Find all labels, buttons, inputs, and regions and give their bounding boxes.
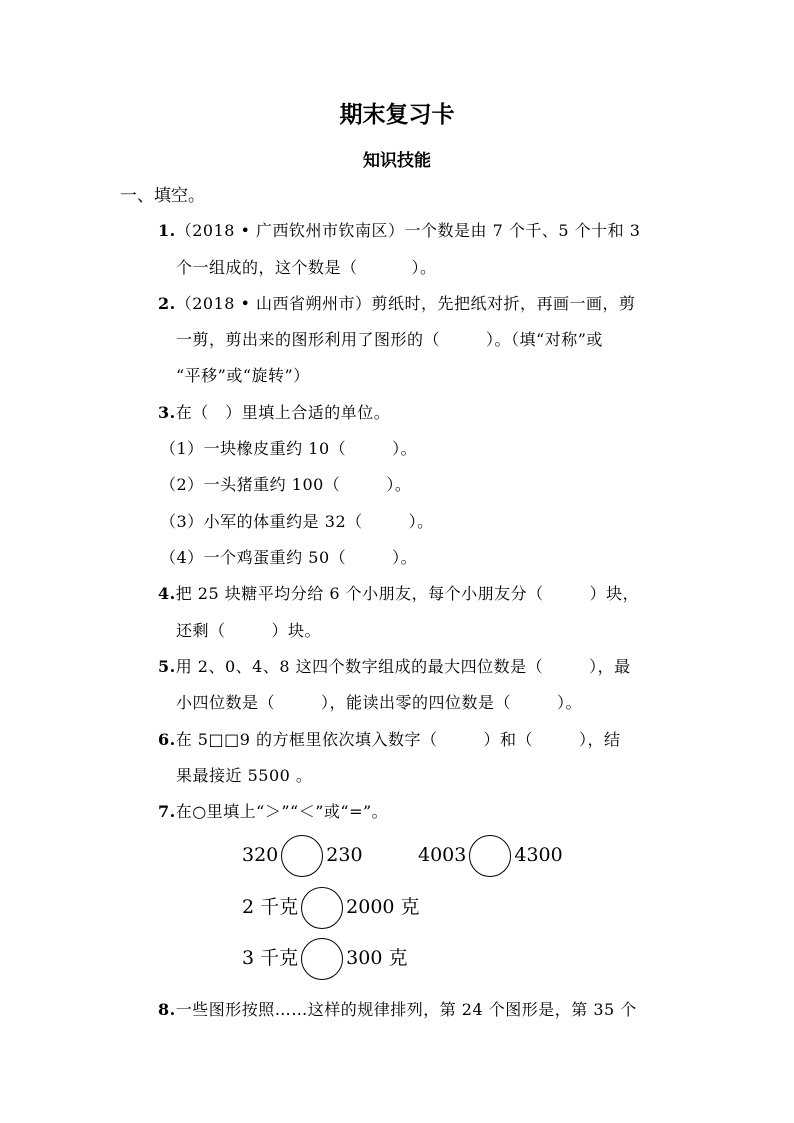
sub-question-text: ）。 bbox=[392, 439, 418, 458]
compare-right: 300 克 bbox=[346, 947, 408, 969]
sub-question-text: （1）一块橡皮重约 10（ bbox=[160, 439, 347, 458]
question-1-line-2 bbox=[176, 255, 437, 278]
question-text: ），最 bbox=[589, 657, 631, 676]
compare-row-3 bbox=[242, 887, 420, 929]
compare-circle[interactable] bbox=[281, 835, 323, 877]
question-text: （2018 • 广西钦州市钦南区）一个数是由 7 个千、5 个十和 3 bbox=[175, 221, 641, 240]
question-7 bbox=[158, 799, 388, 822]
question-3-sub-4 bbox=[160, 545, 417, 568]
sub-question-text: （3）小军的体重约是 32（ bbox=[160, 512, 363, 531]
sub-question-text: （4）一个鸡蛋重约 50（ bbox=[160, 548, 347, 567]
question-6 bbox=[158, 727, 621, 750]
compare-left: 4003 bbox=[418, 844, 467, 866]
question-4-line-2 bbox=[176, 618, 321, 641]
compare-row-1 bbox=[242, 835, 363, 877]
question-3-sub-1 bbox=[160, 436, 417, 459]
question-number: 1. bbox=[158, 221, 176, 240]
sub-question-text: ）。 bbox=[386, 475, 412, 494]
page-subtitle: 知识技能 bbox=[363, 151, 431, 171]
question-text: ）和（ bbox=[483, 730, 533, 749]
question-2-line-3: “平移”或“旋转”） bbox=[176, 366, 310, 385]
compare-left: 3 千克 bbox=[242, 947, 299, 969]
question-number: 3. bbox=[158, 403, 176, 422]
question-6-line-2: 果最接近 5500 。 bbox=[176, 766, 313, 785]
question-text: 小四位数是（ bbox=[176, 693, 276, 712]
sub-question-text: （2）一头猪重约 100（ bbox=[160, 475, 341, 494]
compare-left: 2 千克 bbox=[242, 896, 299, 918]
question-number: 8. bbox=[158, 1000, 176, 1019]
question-number: 7. bbox=[158, 802, 176, 821]
question-3-sub-2 bbox=[160, 472, 411, 495]
question-number: 2. bbox=[158, 294, 176, 313]
question-text: 把 25 块糖平均分给 6 个小朋友，每个小朋友分（ bbox=[175, 584, 544, 603]
question-number: 4. bbox=[158, 584, 176, 603]
question-2-line-2 bbox=[176, 327, 603, 350]
question-3-sub-3 bbox=[160, 509, 434, 532]
question-number: 6. bbox=[158, 730, 176, 749]
question-3 bbox=[158, 400, 390, 423]
section-heading: 一、填空。 bbox=[120, 186, 205, 206]
question-text: （2018 • 山西省朔州市）剪纸时，先把纸对折，再画一画，剪 bbox=[175, 294, 636, 313]
page-title: 期末复习卡 bbox=[339, 102, 455, 128]
question-text: 还剩（ bbox=[176, 621, 226, 640]
compare-circle[interactable] bbox=[301, 887, 343, 929]
compare-row-2 bbox=[418, 835, 563, 877]
compare-row-4 bbox=[242, 938, 407, 980]
question-text: 用 2、0、4、8 这四个数字组成的最大四位数是（ bbox=[175, 657, 544, 676]
question-text: 在 5□□9 的方框里依次填入数字（ bbox=[175, 730, 438, 749]
question-text: ）块， bbox=[589, 584, 640, 603]
question-text: ）。（填“对称”或 bbox=[486, 330, 603, 349]
compare-right: 2000 克 bbox=[346, 896, 420, 918]
question-text: ）块。 bbox=[271, 621, 322, 640]
question-8 bbox=[158, 997, 637, 1020]
question-4 bbox=[158, 581, 639, 604]
compare-right: 230 bbox=[326, 844, 363, 866]
question-text: ），能读出零的四位数是（ bbox=[321, 693, 512, 712]
sub-question-text: ）。 bbox=[392, 548, 418, 567]
question-5-line-2 bbox=[176, 690, 582, 713]
question-text: ）。 bbox=[411, 258, 437, 277]
question-5 bbox=[158, 654, 631, 677]
compare-left: 320 bbox=[242, 844, 279, 866]
question-text: 个一组成的，这个数是（ bbox=[176, 258, 358, 277]
question-text: ），结 bbox=[579, 730, 621, 749]
question-text: 在○里填上“＞”“＜”或“=”。 bbox=[175, 802, 389, 821]
compare-circle[interactable] bbox=[301, 938, 343, 980]
question-1 bbox=[158, 218, 640, 241]
compare-circle[interactable] bbox=[469, 835, 511, 877]
question-text: 在（ ）里填上合适的单位。 bbox=[175, 403, 391, 422]
question-text: 一剪，剪出来的图形利用了图形的（ bbox=[176, 330, 441, 349]
sub-question-text: ）。 bbox=[408, 512, 434, 531]
question-text: 一些图形按照……这样的规律排列，第 24 个图形是，第 35 个 bbox=[175, 1000, 637, 1019]
question-number: 5. bbox=[158, 657, 176, 676]
question-2 bbox=[158, 291, 636, 314]
question-text: ）。 bbox=[557, 693, 583, 712]
compare-right: 4300 bbox=[514, 844, 563, 866]
